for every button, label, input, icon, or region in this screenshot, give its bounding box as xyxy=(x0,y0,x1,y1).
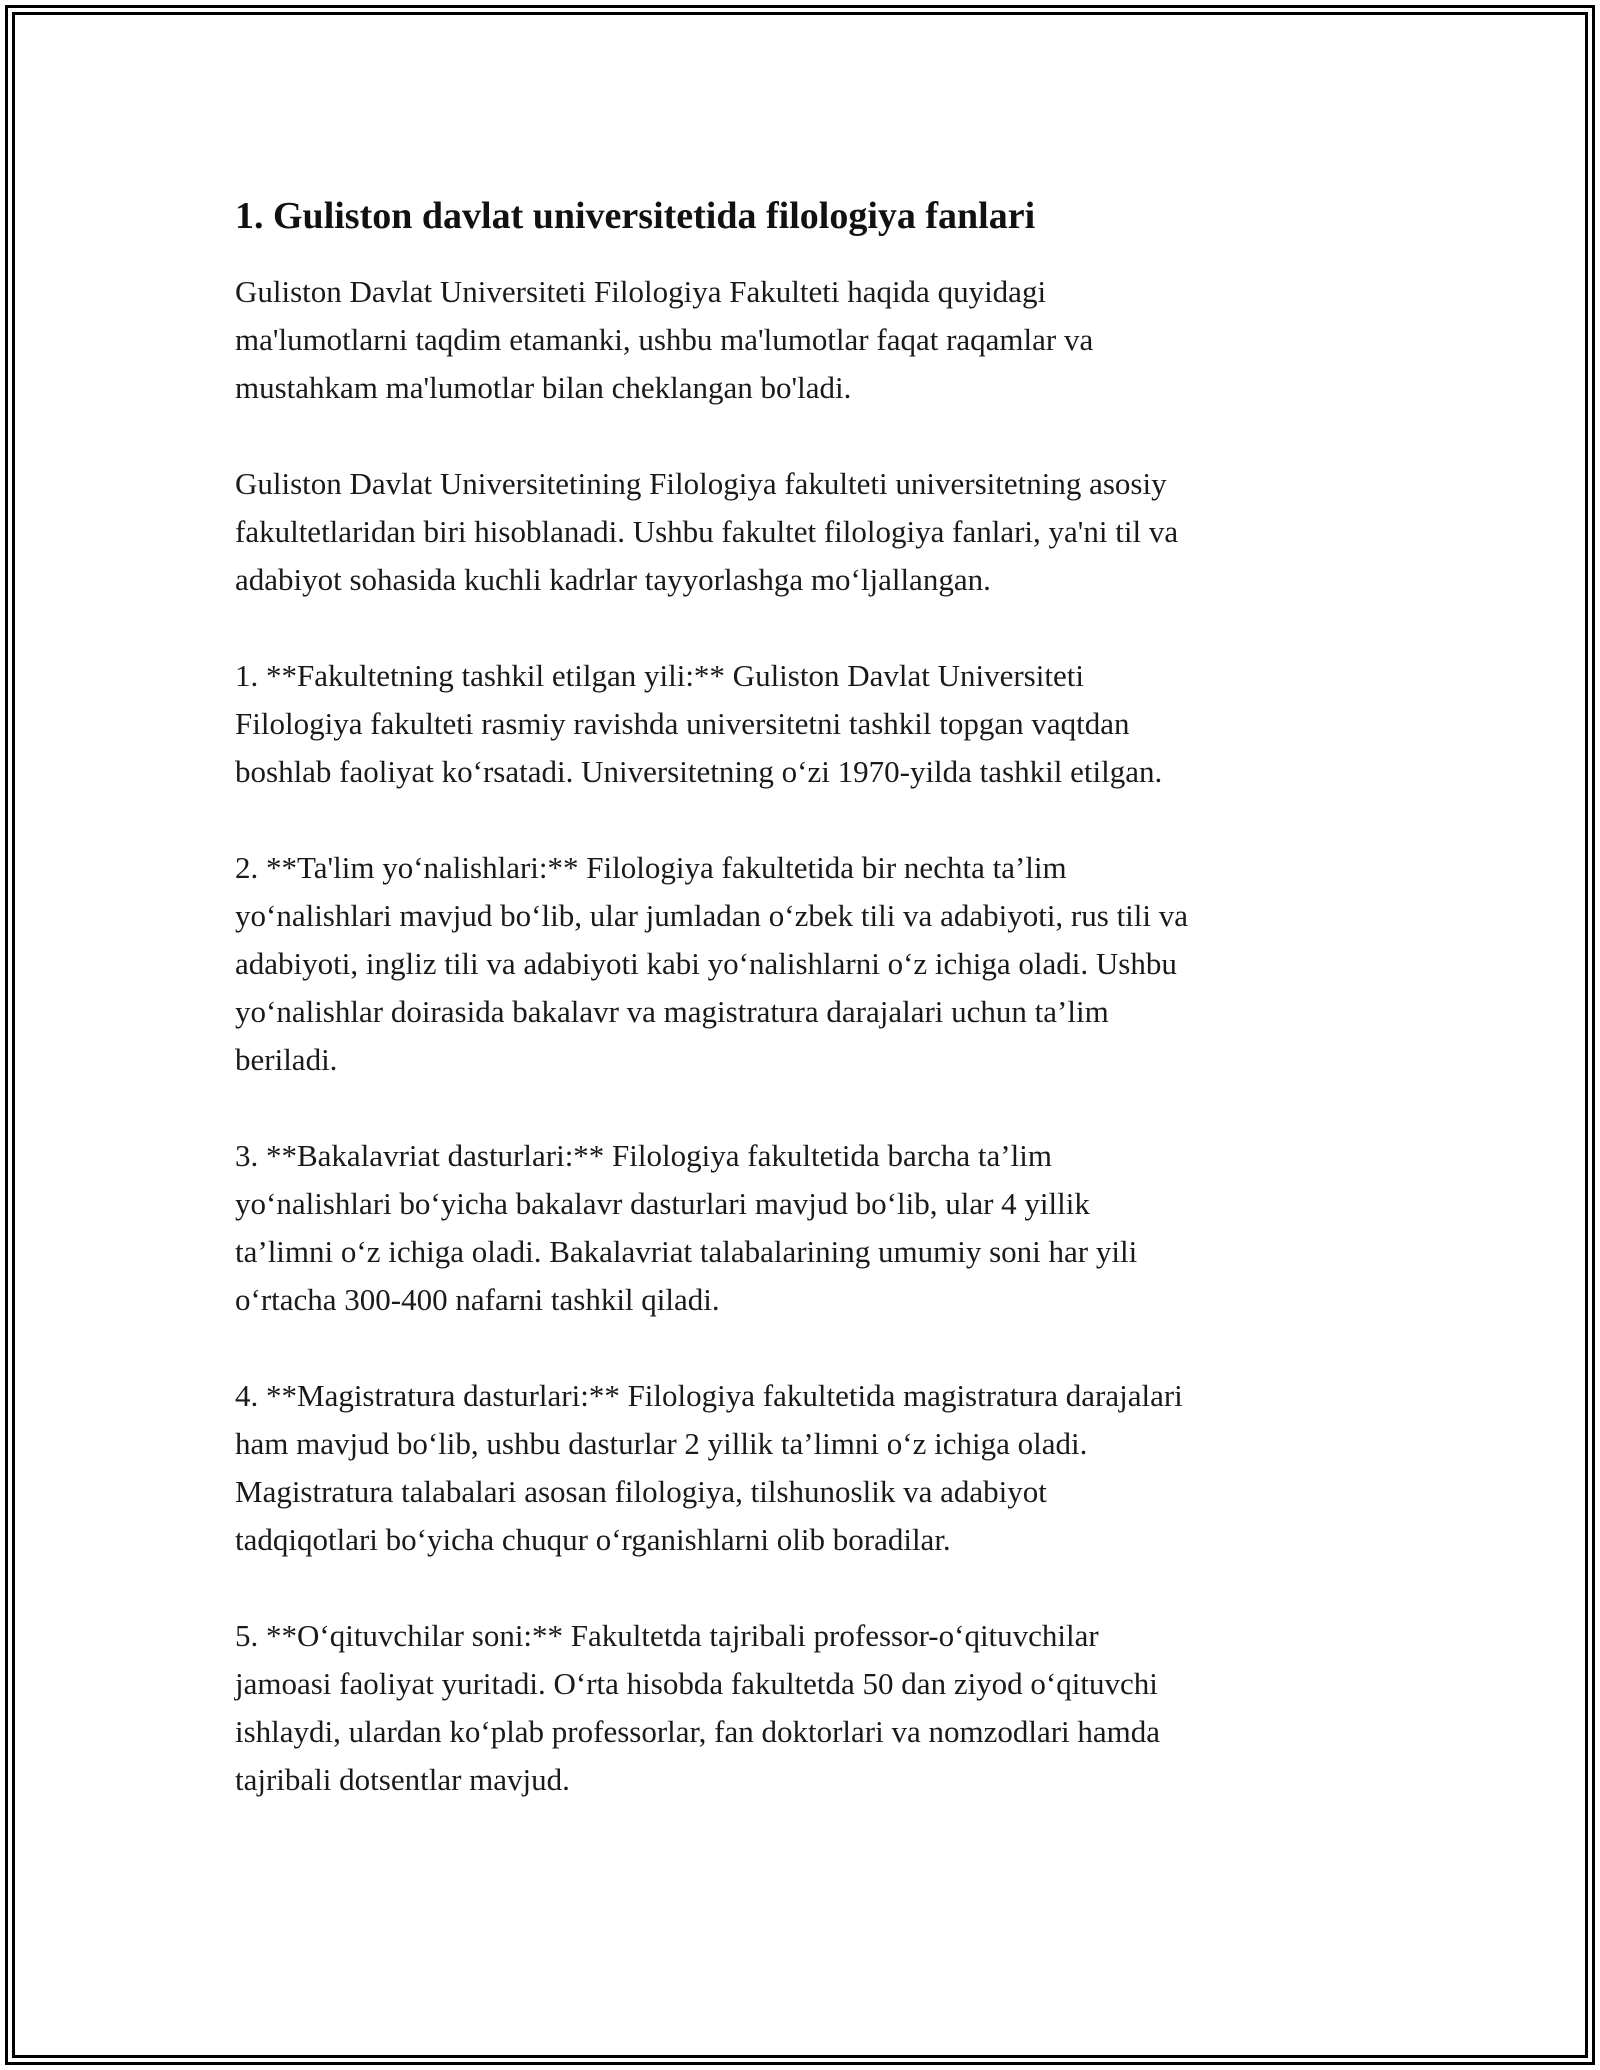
document-heading: 1. Guliston davlat universitetida filologiya fanlari xyxy=(235,195,1036,237)
document-body xyxy=(235,188,1375,1852)
intro-paragraph: Guliston Davlat Universiteti Filologiya Fakulteti haqida quyidagi ma'lumotlarni taqdim etamanki, ushbu ma'lumotlar faqat raqamlar va mustahkam ma'lumotlar bilan cheklangan bo'ladi. xyxy=(235,274,1094,405)
teachers-count-paragraph: 5. **O‘qituvchilar soni:** Fakultetda tajribali professor-o‘qituvchilar jamoasi faoliyat yuritadi. O‘rta hisobda fakultetda 50 dan ziyod o‘qituvchi ishlaydi, ulardan ko‘plab professorlar, fan doktorlari va nomzodlari hamda tajribali dotsentlar mavjud. xyxy=(235,1618,1161,1797)
founding-year-paragraph: 1. **Fakultetning tashkil etilgan yili:** Guliston Davlat Universiteti Filologiya fakulteti rasmiy ravishda universitetni tashkil topgan vaqtdan boshlab faoliyat ko‘rsatadi. Universitetning o‘zi 1970-yilda tashkil etilgan. xyxy=(235,658,1163,789)
education-directions-paragraph: 2. **Ta'lim yo‘nalishlari:** Filologiya fakultetida bir nechta ta’lim yo‘nalishlari mavjud bo‘lib, ular jumladan o‘zbek tili va adabiyoti, rus tili va adabiyoti, ingliz tili va adabiyoti kabi yo‘nalishlarni o‘z ichiga oladi. Ushbu yo‘nalishlar doirasida bakalavr va magistratura darajalari uchun ta’lim beriladi. xyxy=(235,850,1189,1077)
overview-paragraph: Guliston Davlat Universitetining Filologiya fakulteti universitetning asosiy fakultetlaridan biri hisoblanadi. Ushbu fakultet filologiya fanlari, ya'ni til va adabiyot sohasida kuchli kadrlar tayyorlashga mo‘ljallangan. xyxy=(235,466,1179,597)
bachelor-programs-paragraph: 3. **Bakalavriat dasturlari:** Filologiya fakultetida barcha ta’lim yo‘nalishlari bo‘yicha bakalavr dasturlari mavjud bo‘lib, ular 4 yillik ta’limni o‘z ichiga oladi. Bakalavriat talabalarining umumiy soni har yili o‘rtacha 300-400 nafarni tashkil qiladi. xyxy=(235,1138,1138,1317)
master-programs-paragraph: 4. **Magistratura dasturlari:** Filologiya fakultetida magistratura darajalari ham mavjud bo‘lib, ushbu dasturlar 2 yillik ta’limni o‘z ichiga oladi. Magistratura talabalari asosan filologiya, tilshunoslik va adabiyot tadqiqotlari bo‘yicha chuqur o‘rganishlarni olib boradilar. xyxy=(235,1378,1183,1557)
